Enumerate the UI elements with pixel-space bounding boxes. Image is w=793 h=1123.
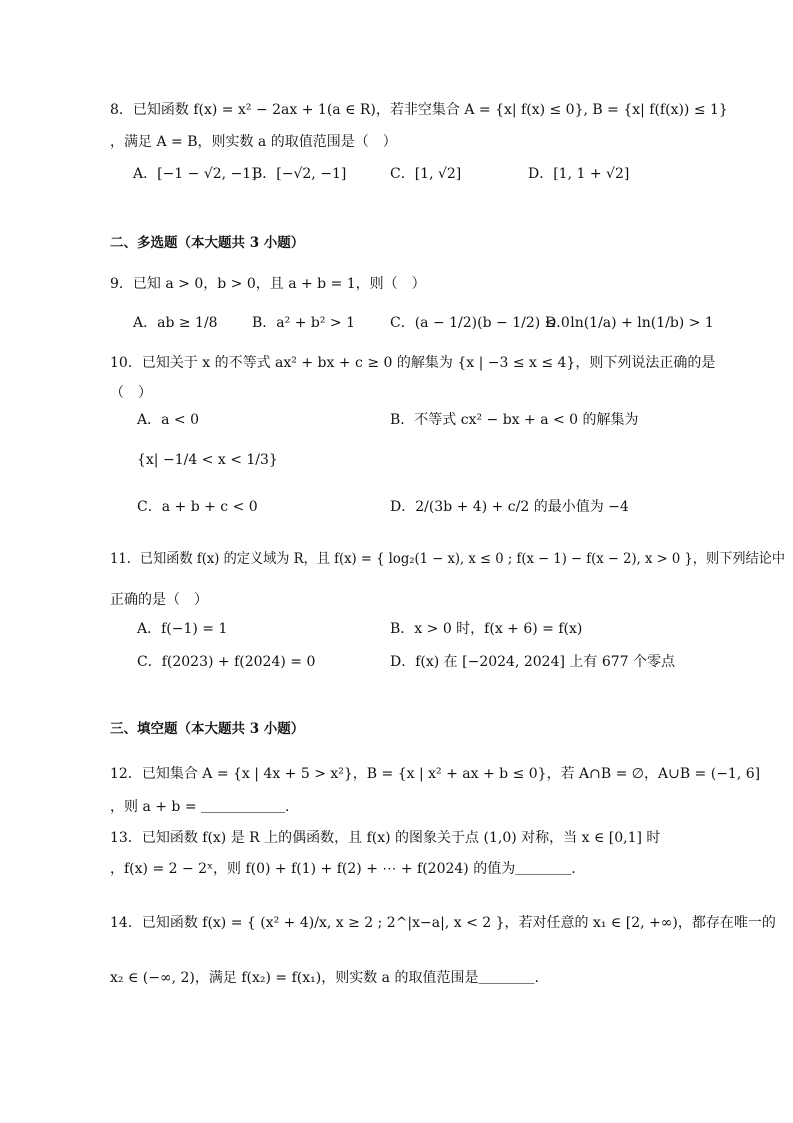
q8-option-a: A．[−1 − √2, −1] bbox=[133, 166, 257, 182]
question-14-text-cont: x₂ ∈ (−∞, 2)，满足 f(x₂) = f(x₁)，则实数 a 的取值范围是＿＿＿＿. bbox=[110, 970, 539, 986]
question-10-text-cont: （ ） bbox=[110, 385, 152, 401]
q9-option-b: B．a² + b² > 1 bbox=[252, 315, 355, 331]
q11-option-c: C．f(2023) + f(2024) = 0 bbox=[137, 654, 316, 670]
question-14-text: 14．已知函数 f(x) = { (x² + 4)/x, x ≥ 2 ; 2^|x−a|, x < 2 }，若对任意的 x₁ ∈ [2, +∞)，都存在唯一的 bbox=[110, 915, 776, 931]
q11-option-b: B．x > 0 时，f(x + 6) = f(x) bbox=[390, 621, 583, 637]
q11-option-d: D．f(x) 在 [−2024, 2024] 上有 677 个零点 bbox=[390, 654, 676, 670]
q8-option-c: C．[1, √2] bbox=[390, 166, 462, 182]
question-9-text: 9．已知 a > 0，b > 0，且 a + b = 1，则（ ） bbox=[110, 276, 426, 292]
q10-option-d: D．2/(3b + 4) + c/2 的最小值为 −4 bbox=[390, 499, 629, 515]
section-2-heading: 二、多选题（本大题共 3 小题） bbox=[110, 235, 305, 251]
section-3-heading: 三、填空题（本大题共 3 小题） bbox=[110, 721, 305, 737]
q9-option-a: A．ab ≥ 1/8 bbox=[133, 315, 218, 331]
question-12-text: 12．已知集合 A = {x | 4x + 5 > x²}，B = {x | x² + ax + b ≤ 0}，若 A∩B = ∅，A∪B = (−1, 6] bbox=[110, 766, 761, 782]
question-13-text: 13．已知函数 f(x) 是 R 上的偶函数，且 f(x) 的图象关于点 (1,0) 对称，当 x ∈ [0,1] 时 bbox=[110, 830, 661, 846]
question-8-text-cont: ，满足 A = B，则实数 a 的取值范围是（ ） bbox=[110, 134, 397, 150]
question-12-text-cont: ，则 a + b = ＿＿＿＿＿＿. bbox=[110, 799, 290, 815]
q8-option-d: D．[1, 1 + √2] bbox=[528, 166, 630, 182]
question-13-text-cont: ，f(x) = 2 − 2ˣ，则 f(0) + f(1) + f(2) + ⋯ + f(2024) 的值为＿＿＿＿. bbox=[110, 861, 576, 877]
question-11-text: 11．已知函数 f(x) 的定义域为 R，且 f(x) = { log₂(1 − x), x ≤ 0 ; f(x − 1) − f(x − 2), x > 0 }，则下列结论中 bbox=[110, 551, 786, 567]
question-10-text: 10．已知关于 x 的不等式 ax² + bx + c ≥ 0 的解集为 {x | −3 ≤ x ≤ 4}，则下列说法正确的是 bbox=[110, 355, 716, 371]
question-8-text: 8．已知函数 f(x) = x² − 2ax + 1(a ∈ R)，若非空集合 A = {x| f(x) ≤ 0}, B = {x| f(f(x)) ≤ 1} bbox=[110, 102, 728, 118]
question-11-text-cont: 正确的是（ ） bbox=[110, 592, 208, 608]
q10-option-b: B．不等式 cx² − bx + a < 0 的解集为 bbox=[390, 412, 639, 428]
q9-option-c: C．(a − 1/2)(b − 1/2) ≤ 0 bbox=[390, 315, 570, 331]
q11-option-a: A．f(−1) = 1 bbox=[137, 621, 228, 637]
q10-option-b-set: {x| −1/4 < x < 1/3} bbox=[137, 452, 278, 468]
q10-option-a: A．a < 0 bbox=[137, 412, 199, 428]
q8-option-b: B．[−√2, −1] bbox=[252, 166, 347, 182]
q10-option-c: C．a + b + c < 0 bbox=[137, 499, 258, 515]
q9-option-d: D．ln(1/a) + ln(1/b) > 1 bbox=[545, 315, 714, 331]
